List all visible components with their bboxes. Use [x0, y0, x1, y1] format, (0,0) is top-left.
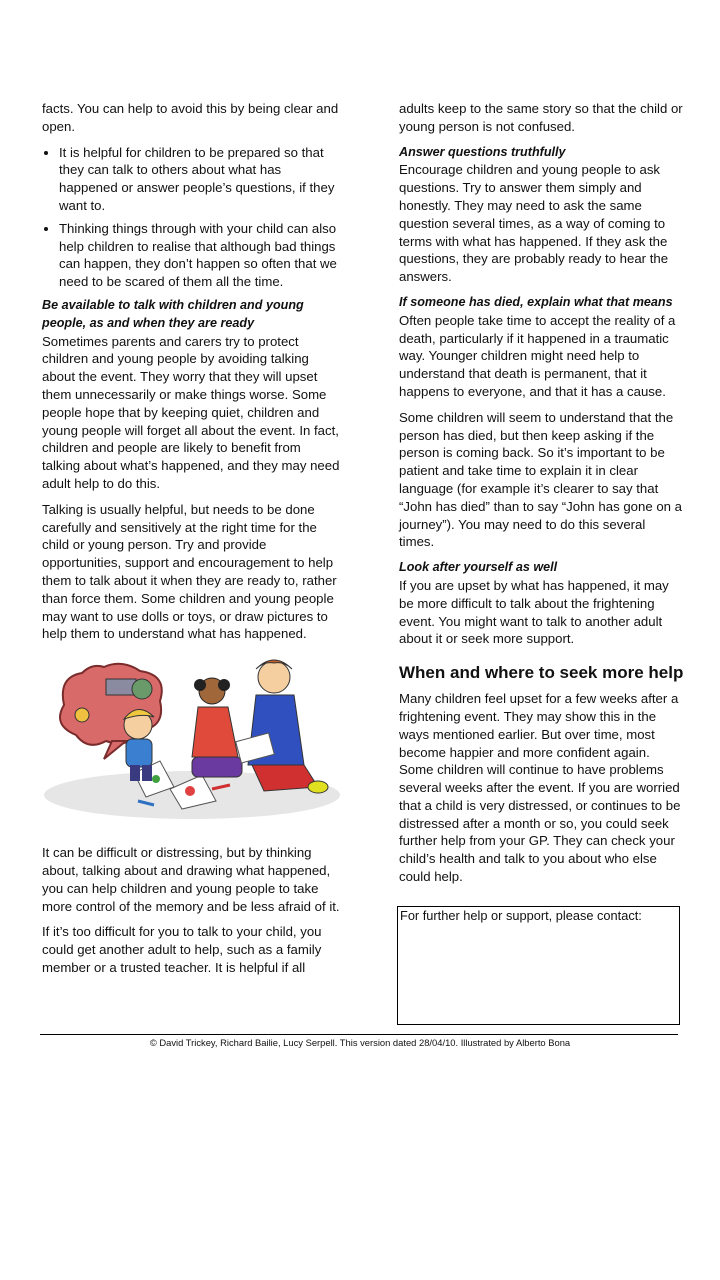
left-column — [42, 100, 342, 985]
available-heading: Be available to talk with children and young people, as and when they are ready — [42, 297, 304, 330]
died-heading: If someone has died, explain what that means — [399, 294, 673, 309]
look-after-paragraph: If you are upset by what has happened, it may be more difficult to talk about the frightening event. You might want to talk to another adult about it or seek more support. — [399, 577, 669, 647]
available-paragraph-2: Talking is usually helpful, but needs to be done carefully and sensitively at the right time for the child or young person. Try and provide opportunities, support and encouragement to help them to talk about it when they are ready to, rather than force them. Some children and young people may want to use dolls or toys, or draw pictures to help them to understand what has happened. — [42, 501, 337, 642]
available-paragraph-1: Sometimes parents and carers try to protect children and young people by avoiding talking about the event. They worry that they will upset them unnecessarily or make things worse. Some people hope that by keeping quiet, children and young people will forget all about the event. In fact, children and people are likely to benefit from talking about what’s happened, and they may need adult help to do this. — [42, 333, 340, 491]
contact-box — [397, 906, 680, 1025]
answer-heading: Answer questions truthfully — [399, 144, 566, 159]
died-paragraph-2: Some children will seem to understand that the person has died, but then keep asking if the person is coming back. So it’s important to be patient and take time to explain it in clear language (for example it’s clearer to say that “John has died” than to say “John has gone on a journey”). You may need to do this several times. — [399, 409, 682, 550]
list-item: • Thinking things through with your child can also help children to realise that although bad things can happen, they don’t happen so often that we need to be scared of them all the time. — [59, 220, 342, 291]
seek-help-paragraph: Many children feel upset for a few weeks after a frightening event. They may show this in the ways mentioned earlier. But over time, most become happier and more confident again. Some children will continue to have problems several weeks after the event. If you are worried that a child is very distressed, or continues to be distressed after a month or so, you could seek further help from your GP. They can check your child’s health and talk to you about who else could help. — [399, 691, 681, 885]
right-column — [399, 100, 684, 894]
died-paragraph-1: Often people take time to accept the reality of a death, particularly if it happened in a traumatic way. Younger children might need help to understand that death is permanent, that it happens to everyone, and that it has a cause. — [399, 312, 676, 399]
copyright-footer: © David Trickey, Richard Bailie, Lucy Serpell. This version dated 28/04/10. Illustrated by Alberto Bona — [149, 1037, 571, 1048]
contact-label: For further help or support, please contact: — [400, 908, 642, 923]
tips-list — [42, 144, 342, 291]
intro-continuation: facts. You can help to avoid this by being clear and open. — [42, 101, 339, 134]
seek-help-heading: When and where to seek more help — [399, 663, 684, 683]
list-item: • It is helpful for children to be prepared so that they can talk to others about what has happened or answer people’s questions, if they want to. — [59, 144, 342, 215]
after-illustration-paragraph-2: If it’s too difficult for you to talk to your child, you could get another adult to help, such as a family member or a trusted teacher. It is helpful if all — [42, 924, 322, 975]
look-after-heading: Look after yourself as well — [399, 560, 558, 575]
after-illustration-paragraph-1: It can be difficult or distressing, but by thinking about, talking about and drawing what happened, you can help children and young people to take more control of the memory and be less afraid of it. — [42, 845, 340, 914]
footer-divider — [40, 1034, 678, 1035]
right-continuation: adults keep to the same story so that the child or young person is not confused. — [399, 101, 683, 134]
family-drawing-illustration — [42, 655, 342, 820]
answer-paragraph: Encourage children and young people to ask questions. Try to answer them simply and honestly. They may need to ask the same question several times, as a way of coming to terms with what has happened. If they ask the questions, they are probably ready to hear the answers. — [399, 162, 669, 285]
